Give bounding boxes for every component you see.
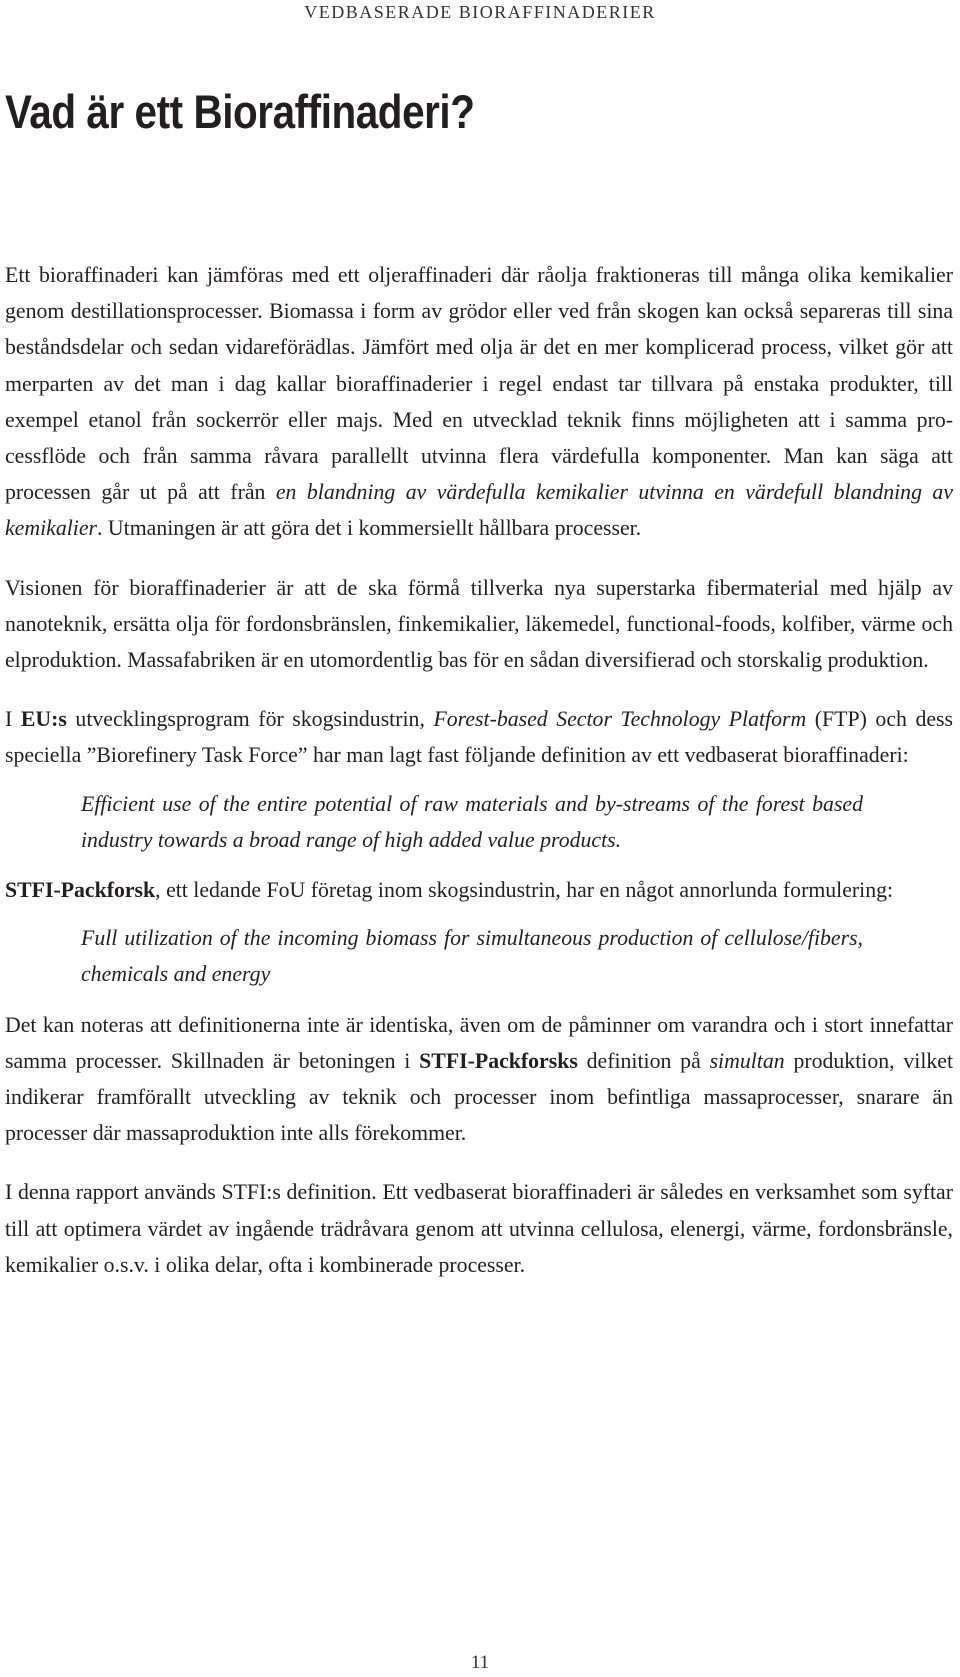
paragraph-text: I	[5, 707, 21, 732]
page-number: 11	[470, 1652, 490, 1673]
bold-term: STFI-Packforsk	[5, 878, 156, 903]
italic-phrase: Forest-based Sector Technology Platform	[433, 707, 807, 732]
paragraph-text: . Utmaningen är att göra det i kommersiellt hållbara processer.	[97, 516, 642, 541]
paragraph-text: definition på	[577, 1048, 710, 1073]
paragraph-text: Ett bioraffinaderi kan jämföras med ett oljeraffinaderi där råolja fraktioneras till många olika kemikalier genom destillationsprocesser. Biomassa i form av grödor eller ved från skogen kan också separeras till sina beståndsdelar och sedan vidareförädlas. Jämfört med olja är det en mer komplicerad process, vilket gör att merparten av det man i dag kallar bioraffinaderier i regel endast tar tillvara på enstaka produkter, till exempel etanol från sockerrör eller majs. Med en utvecklad teknik finns möjligheten att i samma processflöde och från samma råvara parallellt utvinna flera värdefulla komponenter. Man kan säga att processen går ut på att från	[5, 263, 953, 505]
paragraph-comparison	[5, 1007, 953, 1152]
paragraph-text: (FTP) och dess speciella ”Biorefinery Task Force” har man lagt fast följande definition av ett vedbaserat bioraffinaderi:	[5, 707, 953, 768]
quote-stfi-definition: Full utilization of the incoming biomass for simultaneous production of cellulose/fibers, chemicals and energy	[81, 926, 863, 987]
paragraph-text: , ett ledande FoU företag inom skogsindustrin, har en något annorlunda formulering:	[155, 878, 894, 903]
bold-term: STFI-Packforsks	[419, 1048, 578, 1073]
body-text	[5, 257, 953, 1283]
quote-eu-definition: Efficient use of the entire potential of raw materials and by-streams of the forest based industry towards a broad range of high added value products.	[81, 791, 863, 852]
paragraph-intro	[5, 257, 953, 547]
italic-phrase: en blandning av värdefulla kemikalier utvinna en värdefull blandning av kemikalier	[5, 480, 953, 541]
paragraph-eu	[5, 701, 953, 773]
paragraph-text: produktion, vilket indikerar framförallt utveckling av teknik och processer inom befintliga massaprocesser, snarare än processer där massaproduktion inte alls förekommer.	[5, 1048, 954, 1146]
italic-phrase: simultan	[709, 1048, 785, 1073]
paragraph-stfi	[5, 872, 953, 908]
page-title: Vad är ett Bioraffinaderi?	[5, 85, 475, 138]
bold-term: EU:s	[20, 707, 67, 732]
paragraph-vision: Visionen för bioraffinaderier är att de ska förmå tillverka nya superstarka fibermaterial med hjälp av nanoteknik, ersätta olja för fordonsbränslen, finkemikalier, läkemedel, functional-foods, kolfiber, värme och elproduktion. Massafabriken är en utomordentlig bas för en sådan diversifierad och storskalig produktion.	[5, 575, 953, 673]
paragraph-conclusion: I denna rapport används STFI:s definition. Ett vedbaserat bioraffinaderi är således en verksamhet som syftar till att optimera värdet av ingående trädråvara genom att utvinna cellulosa, elenergi, värme, fordonsbränsle, kemikalier o.s.v. i olika delar, ofta i kombinerade processer.	[5, 1180, 953, 1277]
running-head: VEDBASERADE BIORAFFINADERIER	[304, 2, 656, 22]
paragraph-text: Det kan noteras att definitionerna inte är identiska, även om de påminner om varandra och i stort innefattar samma processer. Skillnaden är betoningen i	[5, 1012, 953, 1073]
paragraph-text: utvecklingsprogram för skogsindustrin,	[66, 707, 434, 732]
